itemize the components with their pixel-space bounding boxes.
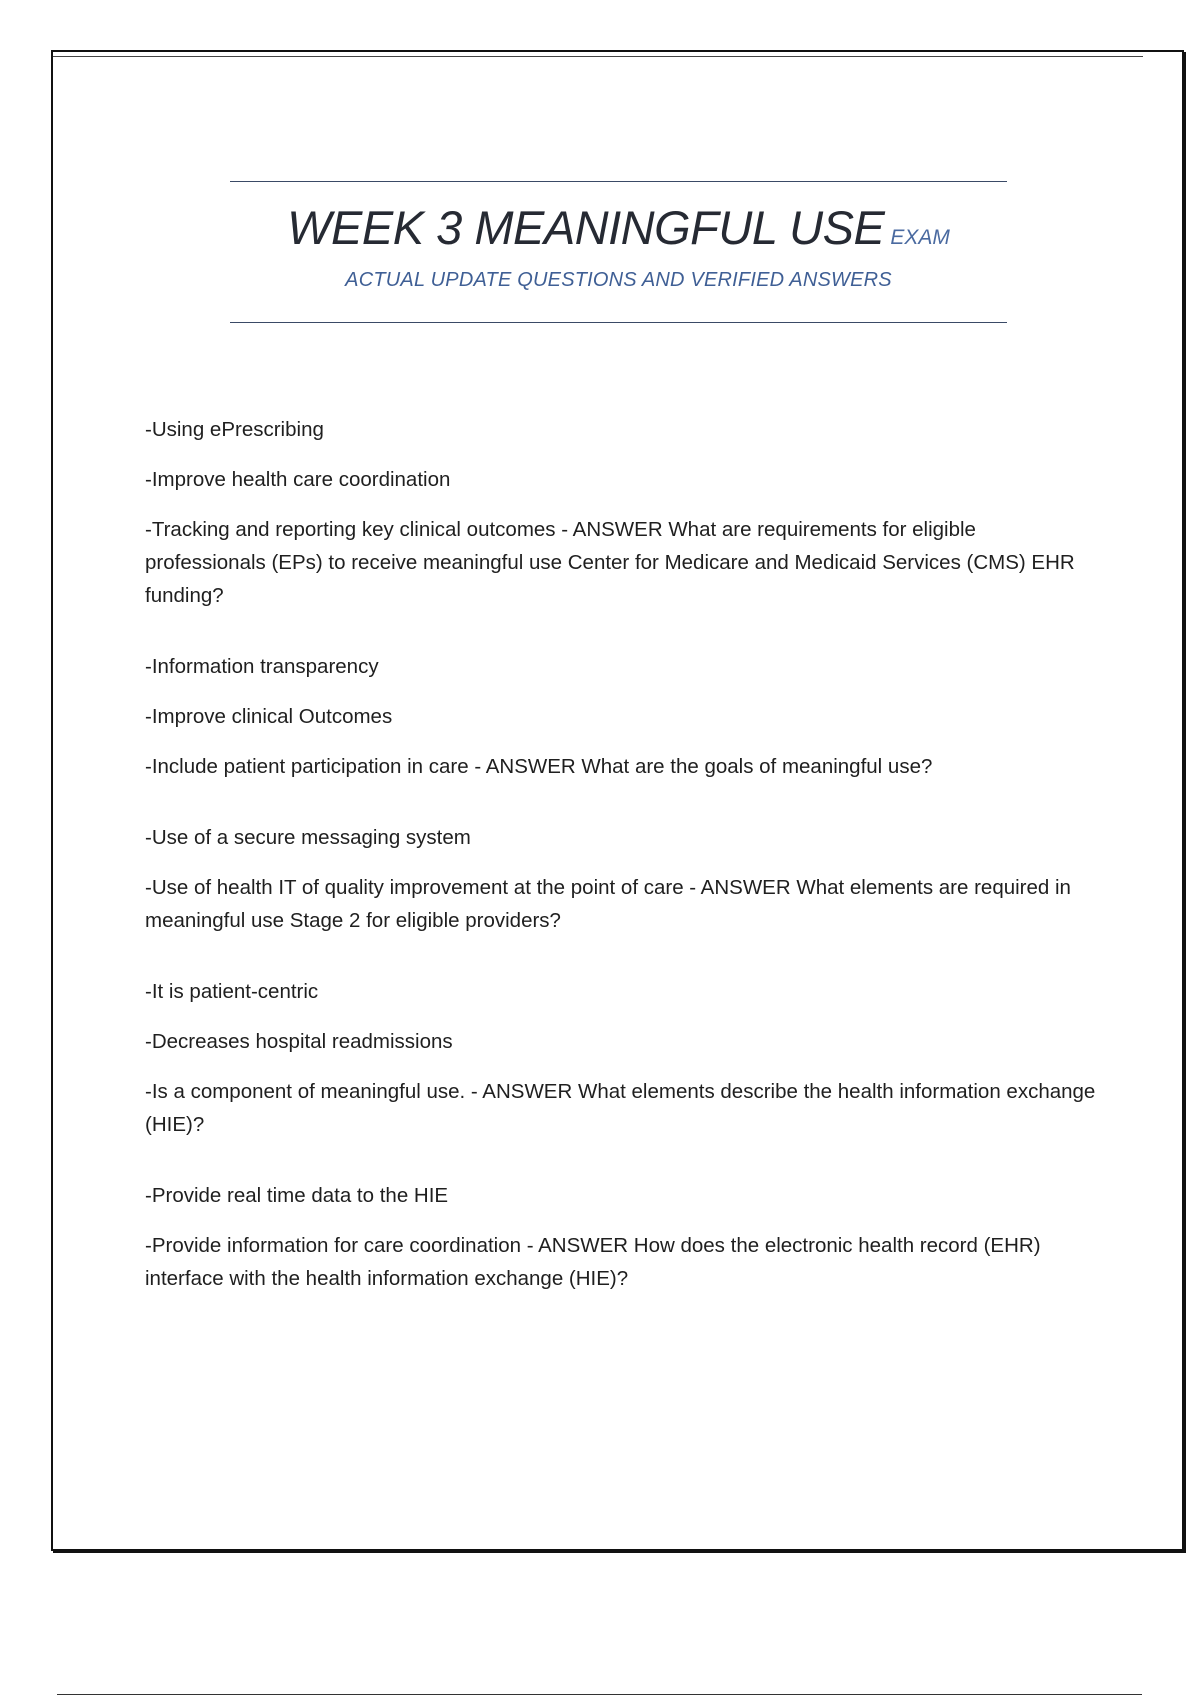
document-title: WEEK 3 MEANINGFUL USE (287, 201, 885, 254)
qa-line-answer: -Is a component of meaningful use. - ANSWER What elements describe the health information exchange (HIE)? (145, 1080, 1096, 1136)
qa-line-answer: -Include patient participation in care - ANSWER What are the goals of meaningful use? (145, 755, 933, 778)
title-block (230, 181, 1007, 323)
qa-group-5 (145, 1179, 1100, 1295)
qa-line: -Improve clinical Outcomes (145, 705, 393, 728)
qa-line: -Information transparency (145, 655, 379, 678)
next-page-rule (57, 1694, 1142, 1695)
qa-group-1 (145, 413, 1100, 612)
qa-content (145, 413, 1100, 1333)
qa-group-4 (145, 975, 1100, 1141)
qa-line-answer: -Use of health IT of quality improvement at the point of care - ANSWER What elements are required in meaningful use Stage 2 for eligible providers? (145, 876, 1071, 932)
document-subtitle: ACTUAL UPDATE QUESTIONS AND VERIFIED ANSWERS (345, 269, 892, 291)
qa-line: -Provide real time data to the HIE (145, 1184, 449, 1207)
qa-line: -Using ePrescribing (145, 418, 324, 441)
qa-line: -Use of a secure messaging system (145, 826, 471, 849)
qa-group-3 (145, 821, 1100, 937)
page-border-top-rule (53, 56, 1143, 57)
qa-line-answer: -Tracking and reporting key clinical outcomes - ANSWER What are requirements for eligible professionals (EPs) to receive meaningful use Center for Medicare and Medicaid Services (CMS) EHR funding? (145, 518, 1075, 607)
document-title-suffix: EXAM (890, 226, 950, 249)
qa-line: -It is patient-centric (145, 980, 319, 1003)
qa-group-2 (145, 650, 1100, 783)
qa-line: -Improve health care coordination (145, 468, 451, 491)
title-line (230, 201, 1007, 254)
qa-line-answer: -Provide information for care coordination - ANSWER How does the electronic health record (EHR) interface with the health information exchange (HIE)? (145, 1234, 1041, 1290)
qa-line: -Decreases hospital readmissions (145, 1030, 453, 1053)
